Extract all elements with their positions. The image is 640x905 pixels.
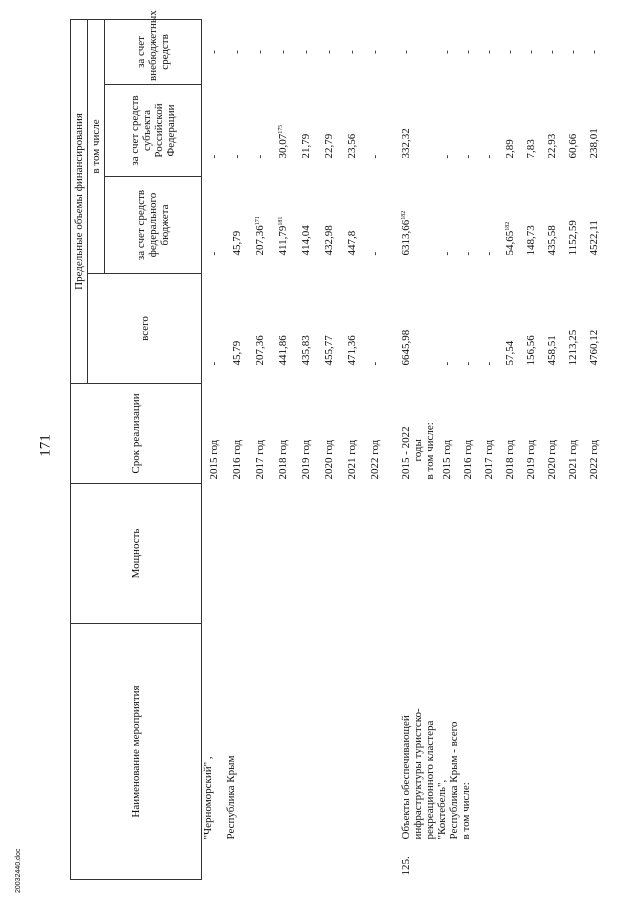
federal-cell	[499, 177, 520, 274]
federal-cell-value: 4522,11	[587, 220, 600, 256]
federal-cell-value: 447,8	[345, 230, 358, 256]
header-capacity: Мощность	[71, 484, 202, 624]
regional-cell	[202, 85, 226, 177]
regional-cell-value: 22,79	[322, 133, 335, 159]
row-name-cell	[294, 624, 317, 844]
federal-cell	[562, 177, 583, 274]
header-term: Срок реализации	[71, 384, 202, 484]
extra-cell: -	[253, 50, 266, 54]
row-number-cell	[363, 844, 386, 880]
total-cell: 207,36	[253, 335, 266, 366]
including-label: в том числе:	[424, 422, 436, 480]
extra-cell: -	[566, 50, 579, 54]
extra-cell: -	[545, 50, 558, 54]
federal-cell	[583, 177, 604, 274]
total-cell: -	[482, 361, 495, 366]
row-name-cell	[225, 624, 248, 844]
period-cell: 2022 год	[368, 439, 381, 480]
document-code: 20032440.doc	[15, 848, 22, 893]
period-line: годы	[412, 439, 424, 462]
regional-cell-value: 23,56	[345, 133, 358, 159]
federal-cell-footnote: 171	[254, 216, 261, 226]
empty-cell	[424, 177, 436, 274]
total-cell: 57,54	[503, 340, 516, 366]
federal-cell	[541, 177, 562, 274]
federal-cell	[225, 177, 248, 274]
row-name-cell	[386, 624, 604, 844]
federal-cell	[294, 177, 317, 274]
header-extra: за счет внебюджетных средств	[105, 19, 202, 84]
federal-cell-value: 45,79	[230, 230, 243, 256]
federal-cell	[520, 177, 541, 274]
period-cell	[386, 384, 424, 484]
federal-cell	[248, 177, 271, 274]
capacity-cell	[225, 484, 248, 624]
period-cell: 2017 год	[482, 439, 495, 480]
regional-cell	[271, 85, 294, 177]
federal-cell-value: -	[368, 251, 381, 256]
regional-cell-value: -	[207, 154, 220, 159]
period-cell: 2017 год	[253, 439, 266, 480]
total-cell: -	[207, 361, 220, 366]
header-limits: Предельные объемы финансирования	[71, 19, 88, 383]
federal-cell-value: 54,65	[503, 230, 516, 256]
header-regional: за счет средств субъекта Российской Федерации	[105, 85, 202, 177]
extra-cell: -	[345, 50, 358, 54]
total-cell: 156,56	[524, 335, 537, 366]
name-line: Республика Крым - всего	[448, 721, 460, 840]
total-cell: 6645,98	[400, 329, 412, 366]
federal-cell-value: 432,98	[322, 225, 335, 256]
total-cell: -	[440, 361, 453, 366]
federal-cell	[436, 177, 457, 274]
total-cell: 455,77	[322, 335, 335, 366]
table-row	[248, 19, 271, 879]
period-line: 2015 - 2022	[400, 426, 412, 480]
total-cell: 471,36	[345, 335, 358, 366]
capacity-cell	[386, 484, 604, 624]
row-number-cell	[294, 844, 317, 880]
regional-cell: 22,93	[545, 133, 558, 159]
regional-cell-value: -	[368, 154, 381, 159]
federal-cell	[202, 177, 226, 274]
row-number-cell	[248, 844, 271, 880]
row-name-cell	[340, 624, 363, 844]
extra-cell: -	[322, 50, 335, 54]
federal-cell	[386, 177, 424, 274]
capacity-cell	[340, 484, 363, 624]
row-name-cell	[202, 624, 226, 844]
name-line: Республика Крым	[225, 755, 237, 840]
federal-cell-value: -	[482, 251, 495, 256]
extra-cell: -	[524, 50, 537, 54]
federal-cell	[457, 177, 478, 274]
federal-cell-value: 435,58	[545, 225, 558, 256]
regional-cell: 238,01	[587, 128, 600, 159]
table-body	[202, 19, 605, 879]
regional-cell: -	[440, 154, 453, 159]
period-cell: 2019 год	[299, 439, 312, 480]
financing-table	[70, 10, 604, 880]
regional-cell-value: -	[230, 154, 243, 159]
federal-cell	[317, 177, 340, 274]
period-cell: 2019 год	[524, 439, 537, 480]
regional-cell	[317, 85, 340, 177]
extra-cell: -	[299, 50, 312, 54]
federal-cell-footnote: 182	[504, 221, 511, 231]
period-cell: 2021 год	[566, 439, 579, 480]
federal-cell-value: 6313,66	[400, 219, 412, 256]
federal-cell-value: -	[440, 251, 453, 256]
capacity-cell	[271, 484, 294, 624]
table-row	[294, 19, 317, 879]
extra-cell: -	[440, 50, 453, 54]
regional-cell: 60,66	[566, 133, 579, 159]
header-including: в том числе	[88, 19, 105, 273]
federal-cell-value: 411,79	[276, 225, 289, 256]
total-cell: -	[461, 361, 474, 366]
capacity-cell	[248, 484, 271, 624]
extra-cell: -	[276, 50, 289, 54]
period-cell: 2021 год	[345, 439, 358, 480]
period-cell: 2016 год	[461, 439, 474, 480]
federal-cell	[271, 177, 294, 274]
period-cell: 2020 год	[545, 439, 558, 480]
name-line: Объекты обеспечивающей	[400, 715, 412, 840]
total-cell: 435,83	[299, 335, 312, 366]
extra-cell: -	[461, 50, 474, 54]
extra-cell: -	[587, 50, 600, 54]
federal-cell-footnote: 182	[401, 210, 407, 220]
regional-cell	[225, 85, 248, 177]
row-number-cell	[317, 844, 340, 880]
total-cell: 458,51	[545, 335, 558, 366]
row-number: 125.	[400, 856, 412, 876]
regional-cell-value: 21,79	[299, 133, 312, 159]
total-cell: 4760,12	[587, 329, 600, 366]
period-cell: 2022 год	[587, 439, 600, 480]
table-row	[271, 19, 294, 879]
extra-cell: -	[207, 50, 220, 54]
table-row	[225, 19, 248, 879]
table-row	[363, 19, 386, 879]
row-number-cell	[271, 844, 294, 880]
period-cell: 2018 год	[276, 439, 289, 480]
name-line: инфраструктуры туристско-	[412, 708, 424, 840]
regional-cell: 2,89	[503, 139, 516, 159]
total-cell: 45,79	[230, 340, 243, 366]
extra-cell: -	[482, 50, 495, 54]
total-cell: -	[368, 361, 381, 366]
row-number-cell	[225, 844, 248, 880]
name-line: "Коктебель",	[436, 779, 448, 840]
extra-cell: -	[503, 50, 516, 54]
federal-cell-value: 207,36	[253, 225, 266, 256]
extra-cell: -	[230, 50, 243, 54]
federal-cell-value: -	[207, 251, 220, 256]
federal-cell-footnote: 181	[277, 216, 284, 226]
regional-cell	[340, 85, 363, 177]
row-name-cell	[271, 624, 294, 844]
extra-cell: -	[368, 50, 381, 54]
regional-cell	[363, 85, 386, 177]
federal-cell	[478, 177, 499, 274]
header-federal: за счет средств федерального бюджета	[105, 177, 202, 274]
page-number: 171	[37, 434, 54, 457]
federal-cell-value: 414,04	[299, 225, 312, 256]
empty-cell	[424, 274, 436, 384]
federal-cell-value: 148,73	[524, 225, 537, 256]
federal-cell	[340, 177, 363, 274]
regional-cell: 7,83	[524, 139, 537, 159]
capacity-cell	[363, 484, 386, 624]
regional-cell: -	[482, 154, 495, 159]
regional-cell: -	[461, 154, 474, 159]
row-name-cell	[363, 624, 386, 844]
empty-cell	[424, 19, 436, 84]
regional-cell	[294, 85, 317, 177]
period-cell: 2020 год	[322, 439, 335, 480]
federal-cell-value: -	[461, 251, 474, 256]
table-row	[340, 19, 363, 879]
regional-cell	[248, 85, 271, 177]
regional-cell-value: -	[253, 154, 266, 159]
total-cell: 1213,25	[566, 329, 579, 366]
table-row	[317, 19, 340, 879]
period-cell: 2018 год	[503, 439, 516, 480]
table-row	[202, 19, 226, 879]
period-cell: 2016 год	[230, 439, 243, 480]
row-number-cell	[340, 844, 363, 880]
name-line: в том числе:	[460, 782, 472, 840]
regional-cell-value: 30,07	[276, 133, 289, 159]
name-line: рекреационного кластера	[424, 720, 436, 840]
row-name-cell	[248, 624, 271, 844]
empty-cell	[424, 85, 436, 177]
header-name: Наименование мероприятия	[71, 624, 202, 880]
regional-cell: 332,32	[400, 128, 412, 159]
federal-cell	[363, 177, 386, 274]
rotated-table-frame	[70, 10, 635, 880]
row-name-cell	[317, 624, 340, 844]
period-cell: 2015 год	[440, 439, 453, 480]
federal-cell-value: 1152,59	[566, 220, 579, 256]
extra-cell: -	[400, 50, 412, 54]
capacity-cell	[202, 484, 226, 624]
name-line: "Черноморский" ,	[202, 756, 214, 840]
period-cell: 2015 год	[207, 439, 220, 480]
header-total: всего	[88, 274, 202, 384]
total-cell: 441,86	[276, 335, 289, 366]
row-number-cell	[202, 844, 226, 880]
regional-cell-footnote: 175	[277, 124, 284, 134]
capacity-cell	[317, 484, 340, 624]
capacity-cell	[294, 484, 317, 624]
summary-row	[386, 19, 424, 879]
